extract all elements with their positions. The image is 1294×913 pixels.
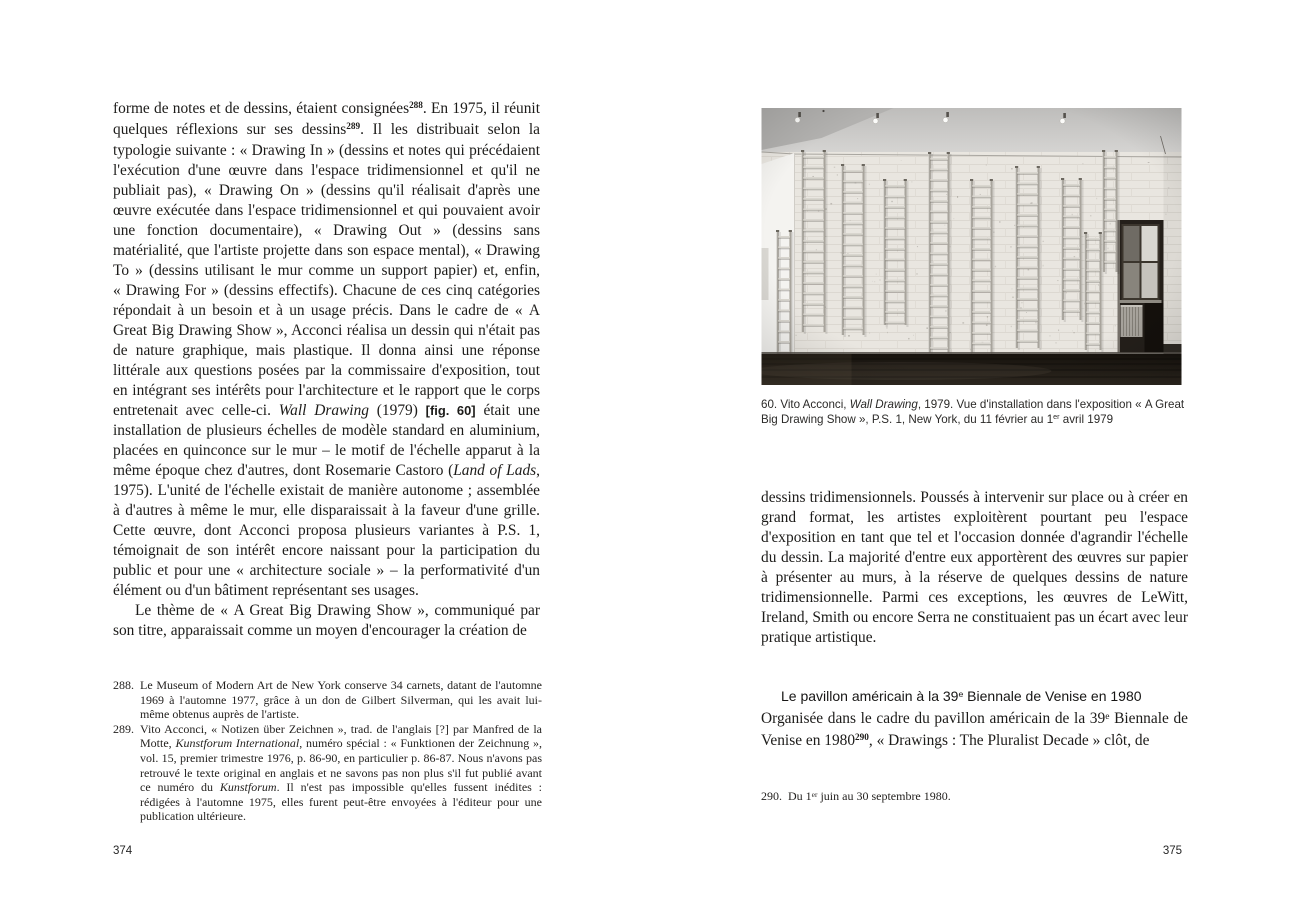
photo-vignette (762, 108, 1182, 385)
footnote (113, 678, 542, 722)
figure-caption: 60. Vito Acconci, Wall Drawing, 1979. Vue d'installation dans l'exposition « A Great Big Drawing Show », P.S. 1, New York, du 11 février au 1er avril 1979 (761, 398, 1185, 426)
footnote (113, 722, 542, 824)
page-number-left: 374 (113, 845, 133, 857)
footnotes-left (113, 678, 542, 824)
footnote-text: Vito Acconci, « Notizen über Zeichnen », trad. de l'anglais [?] par Manfred de la Motte, Kunstforum International, numéro spécial : « Funktionen der Zeichnung », vol. 15, premier trimestre 1976, p. 86-90, en particulier p. 86-87. Nous n'avons pas retrouvé le texte original en anglais et ne savons pas non plus s'il fut publié avant ce numéro du Kunstforum. Il n'est pas impossible qu'elles fussent inédites : rédigées à l'automne 1975, elles furent peut-être envoyées à l'éditeur pour une publication ultérieure. (140, 721, 542, 824)
section-heading: Le pavillon américain à la 39e Biennale de Venise en 1980 (781, 688, 1142, 704)
installation-photo (761, 108, 1182, 385)
body-paragraph: Organisée dans le cadre du pavillon américain de la 39e Biennale de Venise en 1980$^{290}$, « Drawings : The Pluralist Decade » clôt, de (761, 710, 1188, 749)
left-text-column (113, 99, 540, 641)
body-paragraph: Le thème de « A Great Big Drawing Show », communiqué par son titre, apparaissait comme un moyen d'encourager la création de (113, 602, 540, 639)
footnote-number: 288. (113, 678, 134, 692)
figure (761, 108, 1185, 428)
page-number-right: 375 (1162, 845, 1182, 857)
body-paragraph: forme de notes et de dessins, étaient consignées$^{288}$. En 1975, il réunit quelques réflexions sur ses dessins$^{289}$. Il les distribuait selon la typologie suivante : « Drawing In » (dessins et notes qui précédaient l'exécution d'une œuvre dans l'espace tridimensionnel et qu'il ne publiait pas), « Drawing On » (dessins qu'il réalisait d'après une œuvre exécutée dans l'espace tridimensionnel et qui pouvaient avoir une fonction documentaire), « Drawing Out » (dessins sans matérialité, que l'artiste projette dans son espace mental), « Drawing To » (dessins utilisant le mur comme un support papier) et, enfin, « Drawing For » (dessins effectifs). Chacune de ces cinq catégories répondait à un besoin et à un usage précis. Dans le cadre de « A Great Big Drawing Show », Acconci réalisa un dessin qui n'était pas de nature graphique, mais plastique. Il donna ainsi une réponse littérale aux questions posées par la commissaire d'exposition, tout en intégrant ses intérêts pour l'architecture et le rapport que le corps entretenait avec celle-ci. Wall Drawing (1979) [fig. 60] était une installation de plusieurs échelles de modèle standard en aluminium, placées en quinconce sur le mur – le motif de l'échelle apparut à la même époque chez d'autres, dont Rosemarie Castoro (Land of Lads, 1975). L'unité de l'échelle existait de manière autonome ; assemblée à d'autres à même le mur, elle disparaissait à la faveur d'une grille. Cette œuvre, dont Acconci proposa plusieurs variantes à P.S. 1, témoignait de son intérêt encore naissant pour la participation du public et pour une « architecture sociale » – la performativité d'un élément ou d'un bâtiment représentant ses usages. (113, 100, 540, 599)
footnote-text: Le Museum of Modern Art de New York conserve 34 carnets, datant de l'automne 1969 à l'automne 1977, grâce à un don de Gilbert Silverman, qui les avait lui-même obtenus auprès de l'artiste. (140, 678, 542, 722)
footnote (761, 789, 1188, 806)
footnote-number: 289. (113, 721, 134, 736)
right-text-column (761, 488, 1188, 752)
footnote-number: 290. (761, 789, 782, 803)
footnotes-right (761, 789, 1188, 806)
body-paragraph: dessins tridimensionnels. Poussés à intervenir sur place ou à créer en grand format, les artistes exploitèrent pourtant peu l'espace d'exposition en tant que tel et l'occasion donnée d'agrandir l'échelle du dessin. La majorité d'entre eux apportèrent des œuvres sur papier à présenter au murs, à la réserve de quelques dessins de nature tridimensionnelle. Parmi ces exceptions, les œuvres de LeWitt, Ireland, Smith ou encore Serra ne constituaient pas un écart avec leur pratique artistique. (761, 489, 1188, 646)
footnote-text: Du 1er juin au 30 septembre 1980. (788, 789, 951, 803)
